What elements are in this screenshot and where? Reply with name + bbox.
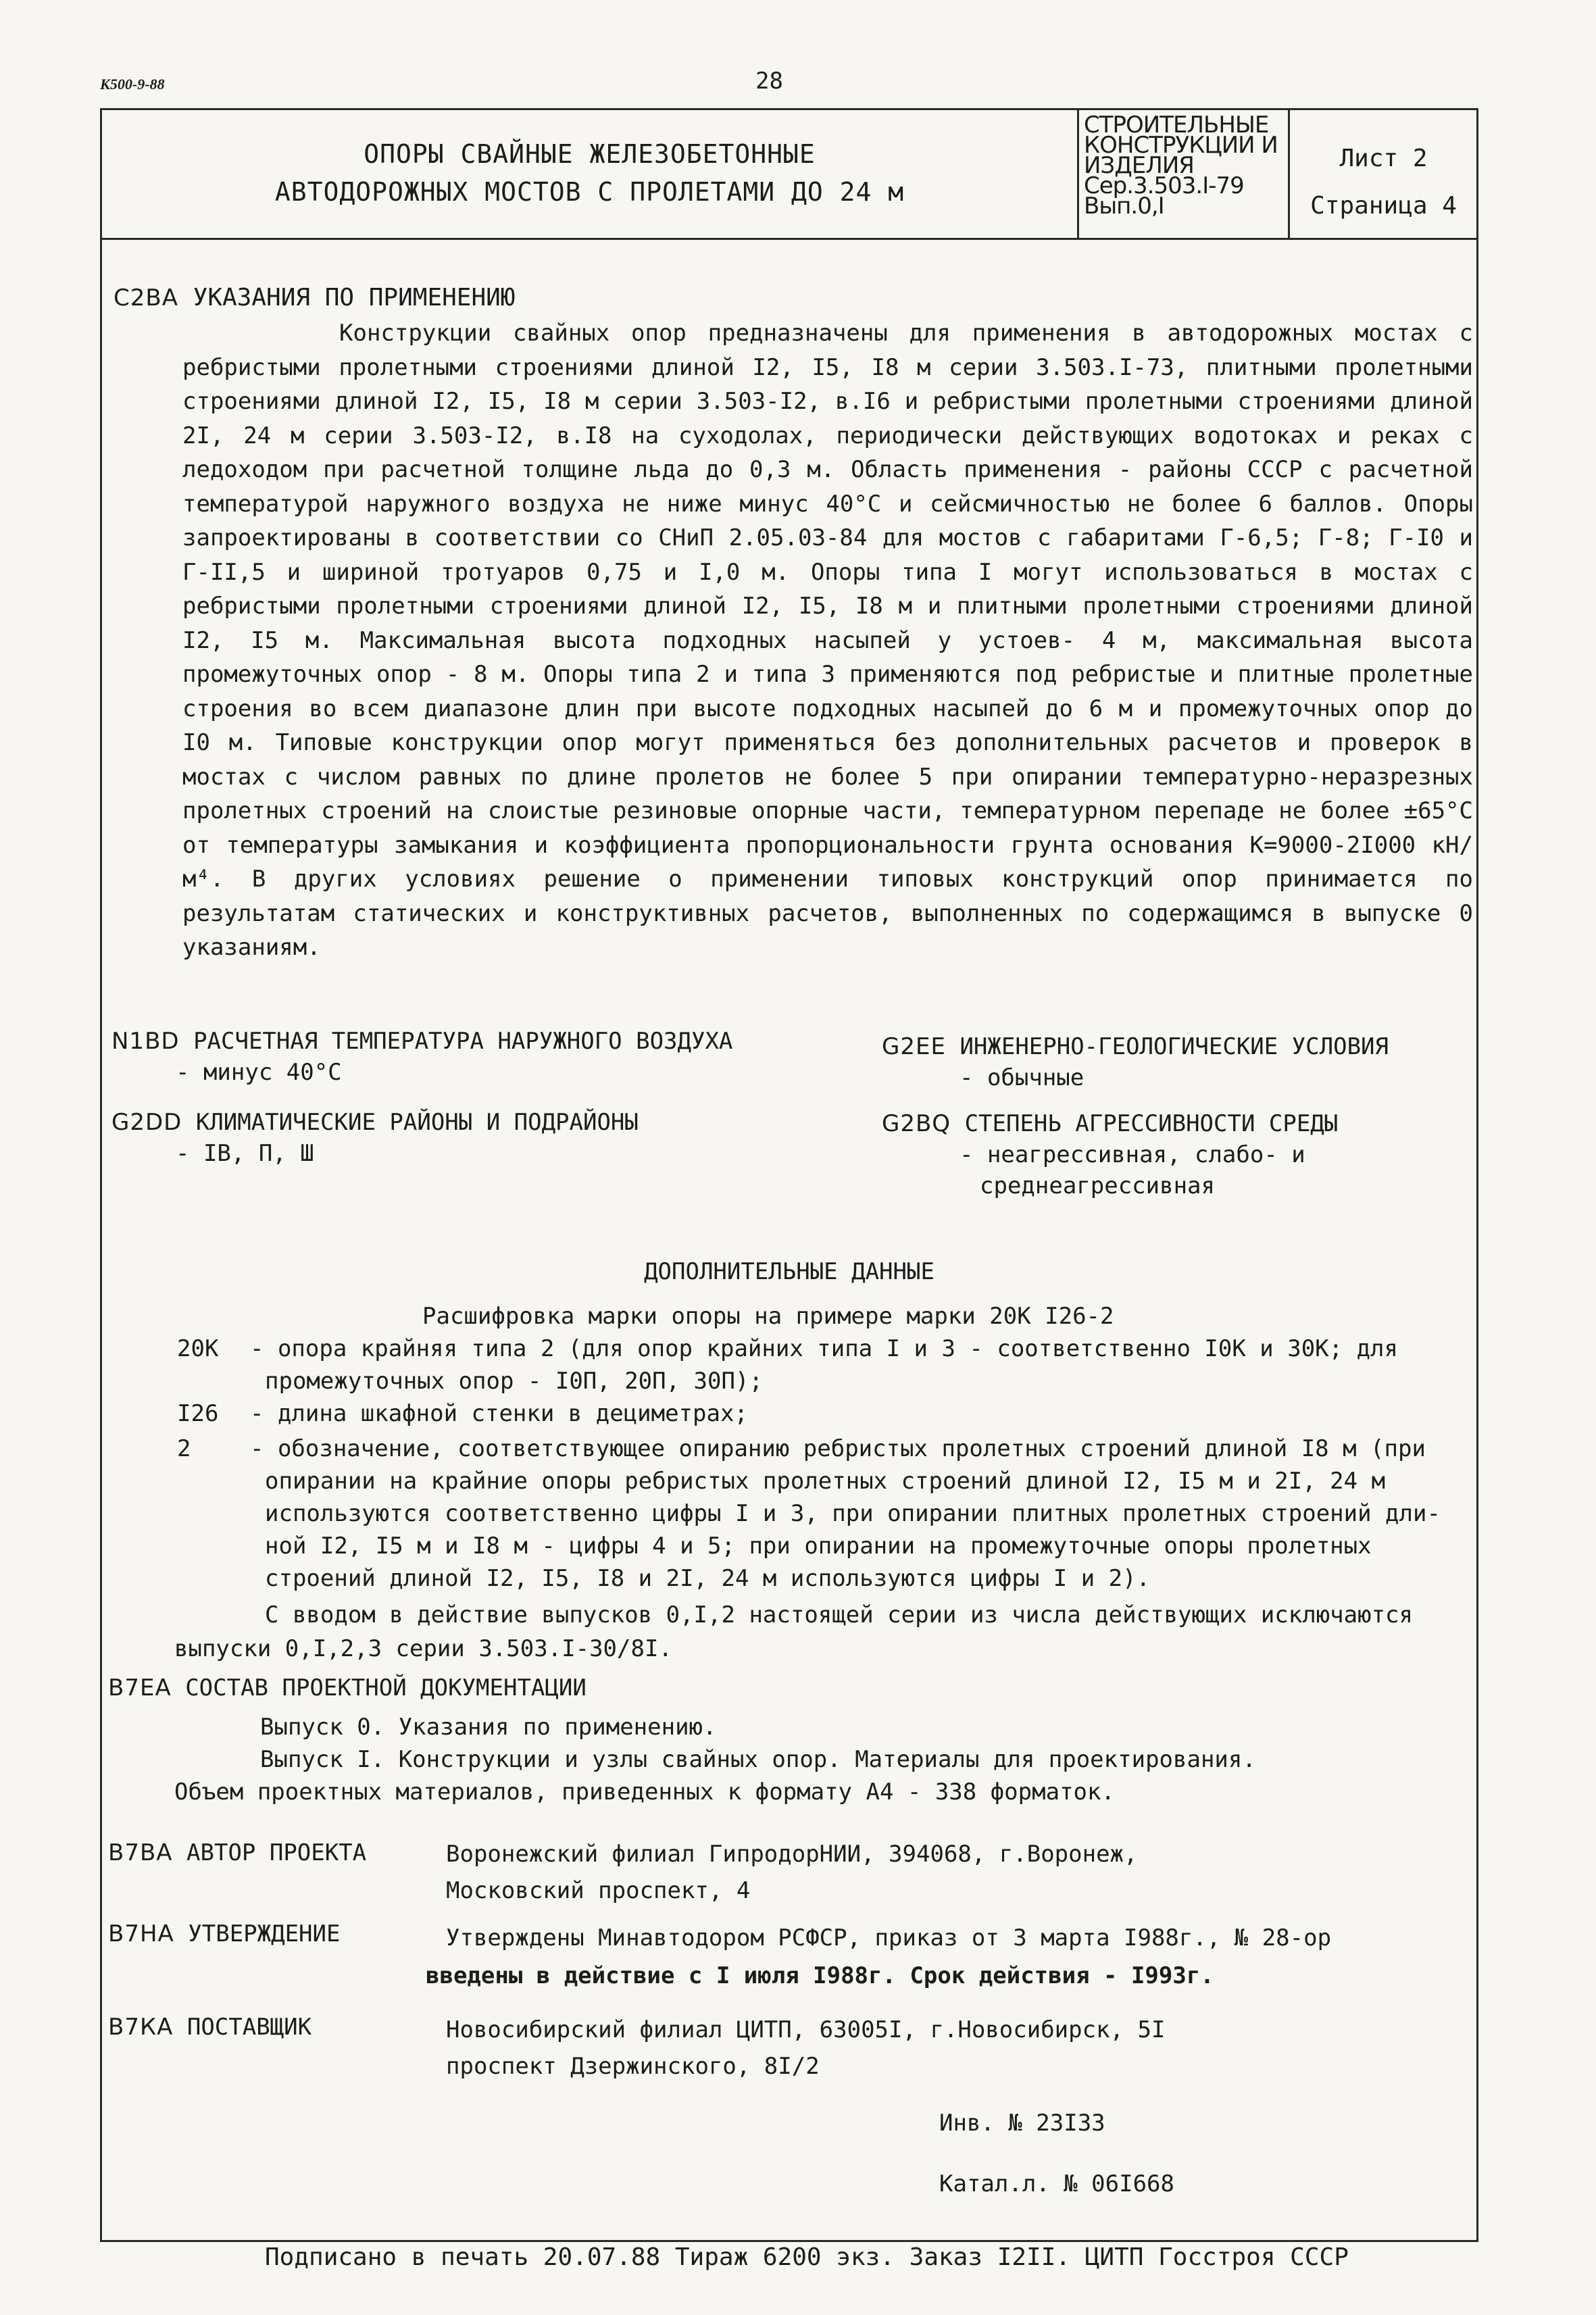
section-code: В7ЕА: [108, 1674, 172, 1701]
usage-heading: [114, 284, 515, 312]
marking-text: опирании на крайние опоры ребристых пролетных строений длиной I2, I5 м и 2I, 24 м: [265, 1468, 1386, 1495]
series-line: ИЗДЕЛИЯ: [1084, 152, 1194, 179]
section-title: СОСТАВ ПРОЕКТНОЙ ДОКУМЕНТАЦИИ: [185, 1674, 587, 1701]
marking-key: 20К: [177, 1335, 219, 1362]
condition-label: РАСЧЕТНАЯ ТЕМПЕРАТУРА НАРУЖНОГО ВОЗДУХА: [193, 1028, 733, 1055]
series-line: КОНСТРУКЦИИ И: [1084, 132, 1278, 159]
withdrawal-note: С вводом в действие выпусков 0,I,2 настоящей серии из числа действующих исключаются: [265, 1601, 1413, 1628]
marking-text: - обозначение, соответствующее опиранию ребристых пролетных строений длиной I8 м (при: [250, 1435, 1426, 1462]
marking-text: - опора крайняя типа 2 (для опор крайних типа I и 3 - соответственно I0К и 30К; для: [250, 1335, 1398, 1362]
volume-line: Объем проектных материалов, приведенных к формату А4 - 338 форматок.: [174, 1778, 1115, 1806]
condition-value: - неагрессивная, слабо- и: [959, 1141, 1305, 1168]
approval-text: Утверждены Минавтодором РСФСР, приказ от 3 марта I988г., № 28-ор: [446, 1924, 1332, 1951]
series-line: Сер.3.503.I-79: [1084, 172, 1244, 199]
usage-text: Конструкции свайных опор предназначены для применения в автодорожных мостах с ребристыми пролетными строениями длиной I2, I5, I8 м серии 3.503.I-73, плитными пролетными строениями длиной I2, I5, I8 м серии 3.503-I2, в.I6 и ребристыми пролетными строениями длиной 2I, 24 м серии 3.503-I2, в.I8 на суходолах, периодически действующих водотоках и реках с ледоходом при расчетной толщине льда до 0,3 м. Область применения - районы СССР с расчетной температурой наружного воздуха не ниже минус 40°С и сейсмичностью не более 6 баллов. Опоры запроектированы в соответствии со СНиП 2.05.03-84 для мостов с габаритами Г-6,5; Г-8; Г-I0 и Г-II,5 и шириной тротуаров 0,75 и I,0 м. Опоры типа I могут использоваться в мостах с ребристыми пролетными строениями длиной I2, I5, I8 м и плитными пролетными строениями длиной I2, I5 м. Максимальная высота подходных насыпей у устоев- 4 м, максимальная высота промежуточных опор - 8 м. Опоры типа 2 и типа 3 применяются под ребристые и плитные пролетные строения во всем диапазоне длин при высоте подходных насыпей до 6 м и промежуточных опор до I0 м. Типовые конструкции опор могут применяться без дополнительных расчетов и проверок в мостах с числом равных по длине пролетов не более 5 при опирании температурно-неразрезных пролетных строений на слоистые резиновые опорные части, температурном перепаде не более ±65°С от температуры замыкания и коэффициента пропорциональности грунта основания К=9000-2I000 кН/м⁴. В других условиях решение о применении типовых конструкций опор принимается по результатам статических и конструктивных расчетов, выполненных по содержащимся в выпуске 0 указаниям.: [182, 320, 1473, 961]
composition-heading: [108, 1672, 587, 1704]
page-number: 28: [755, 68, 783, 95]
title-line: ОПОРЫ СВАЙНЫЕ ЖЕЛЕЗОБЕТОННЫЕ: [364, 139, 816, 169]
climate-condition: [111, 1107, 828, 1169]
section-title: УТВЕРЖДЕНИЕ: [188, 1920, 341, 1947]
section-code: В7ВА: [108, 1839, 173, 1866]
approval-text: введены в действие с I июля I988г. Срок действия - I993г.: [426, 1962, 1214, 1989]
section-code: N1ВD: [111, 1028, 180, 1055]
temperature-condition: [111, 1026, 828, 1088]
supplier-label: [108, 2011, 311, 2043]
supplier-text: проспект Дзержинского, 8I/2: [446, 2053, 820, 2080]
issue-line: Выпуск I. Конструкции и узлы свайных опор. Материалы для проектирования.: [260, 1746, 1256, 1773]
additional-subheading: Расшифровка марки опоры на примере марки 20К I26-2: [422, 1303, 1114, 1330]
author-text: Воронежский филиал ГипродорНИИ, 394068, г.Воронеж,: [446, 1841, 1138, 1868]
sheet-number: Лист 2: [1339, 145, 1428, 172]
section-title: ПОСТАВЩИК: [186, 2014, 312, 2041]
condition-label: СТЕПЕНЬ АГРЕССИВНОСТИ СРЕДЫ: [964, 1110, 1339, 1137]
section-code: С2ВА: [114, 284, 178, 312]
section-code: G2ВQ: [882, 1110, 951, 1137]
print-imprint: Подписано в печать 20.07.88 Тираж 6200 экз. Заказ I2II. ЦИТП Госстроя СССР: [265, 2243, 1349, 2271]
condition-label: КЛИМАТИЧЕСКИЕ РАЙОНЫ И ПОДРАЙОНЫ: [195, 1109, 639, 1136]
series-line: Вып.0,I: [1084, 193, 1164, 220]
catalog-number: Катал.л. № 06I668: [939, 2170, 1174, 2197]
marking-text: - длина шкафной стенки в дециметрах;: [250, 1400, 748, 1427]
marking-text: используются соответственно цифры I и 3, при опирании плитных пролетных строений дли-: [265, 1500, 1441, 1527]
usage-paragraph: [182, 316, 1473, 965]
marking-key: 2: [177, 1435, 191, 1462]
header-divider: [100, 238, 1478, 240]
series-line: СТРОИТЕЛЬНЫЕ: [1084, 111, 1269, 139]
section-title: АВТОР ПРОЕКТА: [186, 1839, 367, 1866]
condition-value: - IВ, П, Ш: [176, 1140, 314, 1167]
section-title: УКАЗАНИЯ ПО ПРИМЕНЕНИЮ: [193, 284, 516, 312]
approval-label: [108, 1918, 340, 1950]
condition-value: среднеагрессивная: [980, 1172, 1215, 1199]
author-text: Московский проспект, 4: [446, 1877, 751, 1904]
title-line: АВТОДОРОЖНЫХ МОСТОВ С ПРОЛЕТАМИ ДО 24 м: [274, 177, 905, 207]
series-block: [1084, 111, 1287, 220]
marking-text: ной I2, I5 м и I8 м - цифры 4 и 5; при опирании на промежуточные опоры пролетных: [265, 1533, 1372, 1560]
document-title: [102, 108, 1077, 238]
header-column-divider: [1288, 108, 1290, 238]
geology-condition: [882, 1031, 1470, 1093]
author-label: [108, 1837, 366, 1869]
condition-value: - минус 40°С: [176, 1059, 342, 1086]
header-column-divider: [1077, 108, 1079, 238]
aggression-condition: [882, 1108, 1470, 1201]
issue-line: Выпуск 0. Указания по применению.: [260, 1714, 717, 1741]
withdrawal-note: выпуски 0,I,2,3 серии 3.503.I-30/8I.: [174, 1635, 672, 1662]
marking-key: I26: [177, 1400, 219, 1427]
additional-heading: ДОПОЛНИТЕЛЬНЫЕ ДАННЫЕ: [644, 1258, 934, 1285]
condition-value: - обычные: [959, 1064, 1084, 1091]
section-code: В7НА: [108, 1920, 174, 1947]
section-code: G2DD: [111, 1109, 182, 1136]
section-code: В7КА: [108, 2014, 174, 2041]
supplier-text: Новосибирский филиал ЦИТП, 63005I, г.Новосибирск, 5I: [446, 2016, 1166, 2043]
condition-label: ИНЖЕНЕРНО-ГЕОЛОГИЧЕСКИЕ УСЛОВИЯ: [959, 1033, 1389, 1060]
marking-text: промежуточных опор - I0П, 20П, 30П);: [265, 1368, 763, 1395]
inventory-number: Инв. № 23I33: [939, 2110, 1105, 2137]
marking-text: строений длиной I2, I5, I8 и 2I, 24 м используются цифры I и 2).: [265, 1565, 1151, 1592]
sheet-block: [1291, 135, 1476, 230]
document-code: К500-9-88: [100, 76, 165, 93]
section-code: G2ЕЕ: [882, 1033, 946, 1060]
sheet-page: Страница 4: [1310, 192, 1457, 220]
